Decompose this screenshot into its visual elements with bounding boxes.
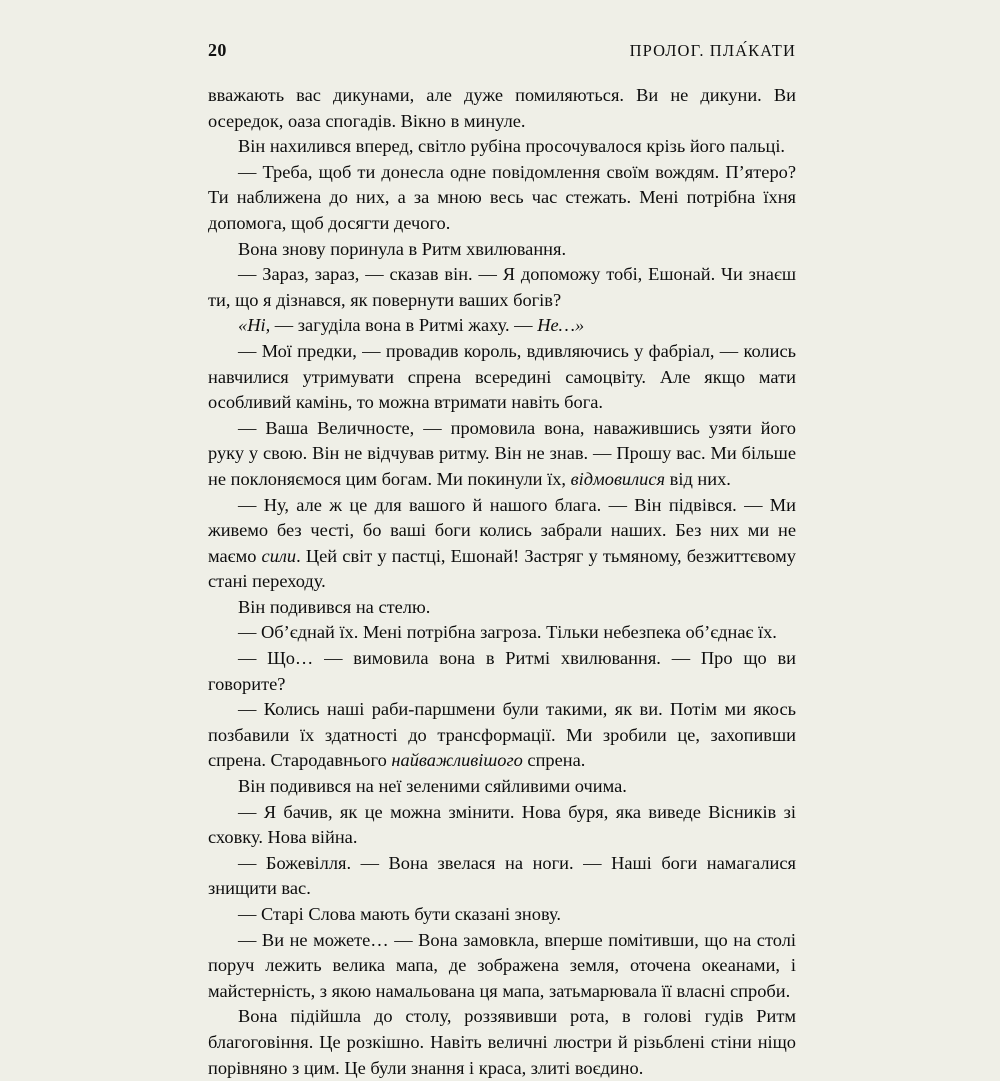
text-run: — Зараз, зараз, — сказав він. — Я допоможу тобі, Ешонай. Чи знаєш ти, що я дізнався, як повернути ваших богів? — [208, 264, 796, 310]
paragraph — [208, 313, 796, 339]
chapter-running-title: ПРОЛОГ. ПЛА́КАТИ — [629, 41, 796, 60]
text-run: Вона підійшла до столу, роззявивши рота, в голові гудів Ритм благоговіння. Це розкішно. Навіть величні люстри й різьблені стіни ніщо порівняно з цим. Це були знання і краса, злиті воєдино. — [208, 1006, 796, 1078]
text-run: — Божевілля. — Вона звелася на ноги. — Наші боги намагалися знищити вас. — [208, 852, 796, 899]
text-run: спрена. — [522, 750, 586, 771]
paragraph — [208, 339, 796, 416]
text-run: Вона знову поринула в Ритм хвилювання. — [238, 238, 567, 259]
emphasis-text: сили — [261, 545, 297, 566]
body-text — [208, 83, 796, 1081]
paragraph — [208, 697, 796, 774]
text-run: — Ви не можете… — Вона замовкла, вперше помітивши, що на столі поруч лежить велика мапа, де зображена земля, оточена океанами, і майстерність, з якою намальована ця мапа, затьмарювала її власні спроби. — [208, 929, 796, 1001]
text-run: . Цей світ у пастці, Ешонай! Застряг у тьмяному, безжиттєвому стані переходу. — [208, 545, 796, 592]
emphasis-text: найважливішого — [391, 750, 523, 771]
text-run: — Мої предки, — провадив король, вдивляючись у фабріал, — колись навчилися утримувати спрена всередині самоцвіту. Але якщо мати особливий камінь, то можна втримати навіть бога. — [208, 340, 796, 413]
paragraph — [208, 800, 796, 851]
text-run: — Колись наші раби-паршмени були такими, як ви. Потім ми якось позбавили їх здатності до трансформації. Ми зробили це, захопивши спрена. Стародавнього — [208, 699, 796, 771]
text-run: — загуділа вона в Ритмі жаху. — — [270, 315, 538, 336]
text-run: — Ваша Величносте, — промовила вона, наважившись узяти його руку у свою. Він не відчував ритму. Він не знав. — Прошу вас. Ми більше не поклоняємося цим богам. Ми покинули їх, — [208, 417, 796, 489]
paragraph — [208, 83, 796, 134]
text-run: — Треба, щоб ти донесла одне повідомлення своїм вождям. П’ятеро? Ти наближена до них, а за мною весь час стежать. Мені потрібна їхня допомога, щоб досягти дечого. — [208, 161, 796, 233]
page-number: 20 — [208, 40, 227, 60]
text-run: Він подивився на стелю. — [238, 596, 431, 617]
text-run: — Об’єднай їх. Мені потрібна загроза. Тільки небезпека об’єднає їх. — [238, 622, 777, 643]
paragraph — [208, 851, 796, 902]
paragraph — [208, 1004, 796, 1081]
paragraph — [208, 493, 796, 595]
text-run: — Я бачив, як це можна змінити. Нова буря, яка виведе Вісників зі сховку. Нова війна. — [208, 801, 796, 848]
paragraph — [208, 237, 796, 263]
page-text-block — [208, 40, 796, 1081]
text-run: — Що… — вимовила вона в Ритмі хвилювання. — Про що ви говорите? — [208, 648, 796, 694]
paragraph — [208, 646, 796, 697]
text-run: Він нахилився вперед, світло рубіна просочувалося крізь його пальці. — [238, 136, 786, 157]
paragraph — [208, 160, 796, 237]
text-run: — Старі Слова мають бути сказані знову. — [238, 904, 561, 924]
emphasis-text: Не…» — [537, 315, 585, 336]
text-run: — Ну, але ж це для вашого й нашого блага. — Він підвівся. — Ми живемо без честі, бо ваші боги колись забрали наших. Без них ми не маємо — [208, 494, 796, 566]
paragraph — [208, 774, 796, 800]
text-run: від них. — [665, 468, 731, 489]
paragraph — [208, 902, 796, 928]
paragraph — [208, 595, 796, 621]
running-head — [208, 40, 796, 61]
paragraph — [208, 620, 796, 646]
emphasis-text: «Ні, — [238, 315, 271, 336]
paragraph — [208, 928, 796, 1005]
emphasis-text: відмовилися — [570, 468, 666, 489]
text-run: вважають вас дикунами, але дуже помиляються. Ви не дикуни. Ви осередок, оаза спогадів. Вікно в минуле. — [208, 85, 796, 131]
paragraph — [208, 262, 796, 313]
paragraph — [208, 416, 796, 493]
paragraph — [208, 134, 796, 160]
text-run: Він подивився на неї зеленими сяйливими очима. — [238, 776, 627, 797]
